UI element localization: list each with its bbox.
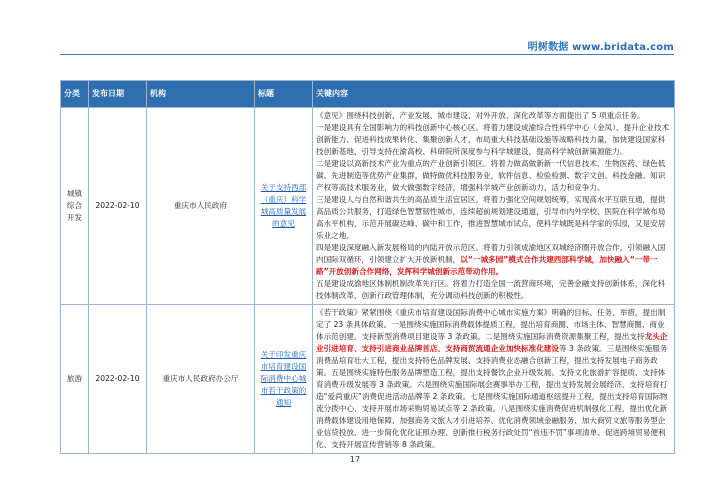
content-text: 三是建设人与自然和谐共生的高品质生活宜居区。将着力强化空间规划统筹，实现高水平互联互通，提供高品质公共服务，打造绿色智慧韧性城市，连续超前规划建设通道，引导市内外学校、医院在科学城布局高水平机构，示范开展碳达峰、碳中和工作，推进智慧城市试点，使科学城既是科学家的乐园，又是安居乐业之地。: [316, 195, 666, 240]
content-text: 五是建设成渝地区体制机制改革先行区。将着力打造全国一流营商环境，完善金融支持创新体系，深化科技体制改革，创新行政管理体制，充分调动科技创新的积极性。: [316, 279, 666, 300]
row-key-content: [313, 108, 675, 305]
content-paragraph: [316, 122, 671, 158]
highlighted-text: 以“一城多园”模式合作共建西部科学城，加快融入“一带一路”开放创新合作网络，发挥科学城创新示范带动作用。: [316, 255, 658, 276]
row-agency: 重庆市人民政府办公厅: [147, 305, 255, 454]
highlighted-text: 龙头企业引进培育、支持引进商业品牌首店、支持商贸流通企业加快标准化建设: [316, 332, 668, 353]
content-paragraph: [316, 158, 671, 194]
content-text: 四是建设深度融入新发展格局的内陆开放示范区。将着力引领成渝地区双城经济圈开放合作，引领融入国内国际双循环，引领建立扩大开放新机制，: [316, 243, 666, 264]
row-title-link[interactable]: 关于支持西部（重庆）科学城高质量发展的意见: [260, 183, 307, 228]
table-row: [61, 108, 675, 305]
header-date: 发布日期: [89, 81, 147, 108]
content-paragraph: [316, 242, 671, 278]
header-title: 标题: [255, 81, 313, 108]
header-agency: 机构: [147, 81, 255, 108]
content-paragraph: [316, 307, 671, 451]
content-text: 等 3 条政策。三是围绕实施服务消费品培育壮大工程，提出支持特色品牌发展、支持消费业态融合创新工程，提出支持发展电子商务政策。五是围绕实施特色服务品牌塑造工程，提出支持餐饮企业升级发展、支持文化旅游扩容提质、支持体育消费升级发展等 3 条政策。六是围绕实施国际展会赛事举办工程，提出支持发展会展经济、支持培育打造“爱尚重庆”消费促进活动品牌等 2 条政策。七是围绕实施国际通道枢纽提升工程，提出支持培育国际物流分拨中心、支持开展市场采购贸易试点等 2 条政策。八是围绕实施消费促进机制强化工程，提出优化新消费载体建设用地保障、加强商务文旅人才引进培养、优化消费领域金融服务、加大商贸文旅等服务型企业信贷投放、进一步简化优化证照办理、创新推行税务行政处罚“首违不罚”事项清单、促进跨境贸易便利化、支持开展宣传营销等 8 条政策。: [316, 344, 668, 449]
row-category: 城镇综合开发: [61, 108, 89, 305]
content-paragraph: [316, 194, 671, 242]
content-paragraph: [316, 110, 671, 122]
table-header-row: [61, 81, 675, 108]
row-category: 旅游: [61, 305, 89, 454]
header-key-content: 关键内容: [313, 81, 675, 108]
header-divider: [60, 54, 674, 55]
content-text: 《意见》围绕科技创新、产业发展、城市建设、对外开放、深化改革等方面提出了 5 项重点任务。: [316, 111, 645, 120]
row-agency: 重庆市人民政府: [147, 108, 255, 305]
brand-header: 明树数据 www.bridata.com: [527, 42, 674, 53]
table-row: [61, 305, 675, 454]
header-category: 分类: [61, 81, 89, 108]
row-date: 2022-02-10: [89, 305, 147, 454]
content-paragraph: [316, 278, 671, 302]
row-title-link[interactable]: 关于印发重庆市培育建设国际消费中心城市若干政策的通知: [260, 350, 307, 407]
policy-table: [60, 80, 675, 454]
page-number: 17: [349, 455, 361, 464]
content-text: 二是建设以高新技术产业为重点的产业创新引领区。将着力做高做新新一代信息技术、生物医药、绿色低碳、先进制造等优势产业集群，做特做优科技服务业，软件信息、检验检测、数字文创、科技金融、知识产权等高技术服务业，做大做强数字经济，增强科学城产业创新动力、活力和竞争力。: [316, 159, 666, 192]
content-text: 《若干政策》紧紧围绕《重庆市培育建设国际消费中心城市实施方案》明确的目标、任务、举措，提出制定了 23 条具体政策。一是围绕实施国际消费载体提质工程，提出培育商圈、市场主体、智慧商圈、商业体示范创建、支持新型消费项目建设等 3 条政策。二是围绕实施国际消费资源集聚工程，提出支持: [316, 308, 666, 341]
row-date: 2022-02-10: [89, 108, 147, 305]
row-key-content: [313, 305, 675, 454]
content-text: 一是建设具有全国影响力的科技创新中心核心区。将着力建设成渝综合性科学中心（金凤）、提升企业技术创新能力、促进科技成果转化、集聚创新人才，布局重大科技基础设施等战略科技力量，加快建设国家科技创新基地，引导支持在渝高校、科研院所深度参与科学城建设，提高科学城创新策源能力。: [316, 123, 670, 156]
